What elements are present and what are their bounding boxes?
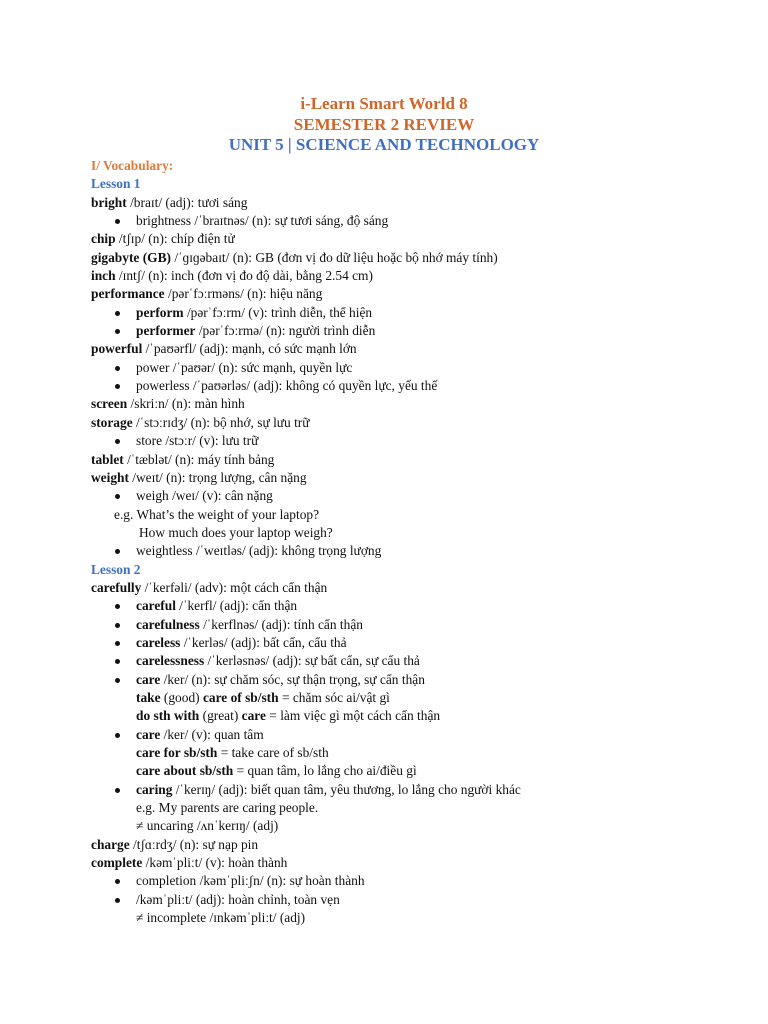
review-title: SEMESTER 2 REVIEW	[293, 115, 475, 134]
vocab-bullet: care /ker/ (n): sự chăm sóc, sự thận trọng, sự cẩn thận	[91, 671, 751, 689]
example-sentence: e.g. What’s the weight of your laptop?	[114, 506, 320, 522]
vocab-bullet: carefulness /ˈkerflnəs/ (adj): tính cẩn thận	[91, 616, 751, 634]
vocab-bullet: perform /pərˈfɔːrm/ (v): trình diễn, thể hiện	[91, 304, 751, 322]
bullet-icon	[115, 898, 120, 903]
vocab-entry: tablet /ˈtæblət/ (n): máy tính bảng	[91, 451, 275, 467]
vocab-bullet: performer /pərˈfɔːrmə/ (n): người trình diễn	[91, 322, 751, 340]
vocab-bullet: weigh /weɪ/ (v): cân nặng	[91, 487, 751, 505]
vocab-entry: chip /tʃɪp/ (n): chíp điện tử	[91, 231, 235, 247]
vocab-bullet: store /stɔːr/ (v): lưu trữ	[91, 432, 751, 450]
bullet-icon	[115, 678, 120, 683]
phrase-line: take (good) care of sb/sth = chăm sóc ai/vật gì	[136, 689, 390, 705]
bullet-icon	[115, 366, 120, 371]
vocab-entry: screen /skriːn/ (n): màn hình	[91, 396, 245, 412]
vocab-entry: performance /pərˈfɔːrməns/ (n): hiệu năng	[91, 286, 323, 302]
vocab-entry: complete /kəmˈpliːt/ (v): hoàn thành	[91, 855, 288, 871]
bullet-icon	[115, 623, 120, 628]
vocab-bullet: completion /kəmˈpliːʃn/ (n): sự hoàn thành	[91, 872, 751, 890]
section-heading: I/ Vocabulary:	[91, 158, 174, 173]
phrase-line: do sth with (great) care = làm việc gì một cách cẩn thận	[136, 708, 441, 724]
vocab-bullet: powerless /ˈpaʊərləs/ (adj): không có quyền lực, yếu thế	[91, 377, 751, 395]
lesson-1-heading: Lesson 1	[91, 176, 141, 192]
vocabulary-content	[91, 157, 751, 927]
book-title: i-Learn Smart World 8	[300, 94, 468, 113]
unit-title: UNIT 5 | SCIENCE AND TECHNOLOGY	[228, 135, 540, 154]
example-sentence: How much does your laptop weigh?	[139, 524, 333, 540]
bullet-icon	[115, 311, 120, 316]
vocab-bullet: brightness /ˈbraɪtnəs/ (n): sự tươi sáng, độ sáng	[91, 212, 751, 230]
vocab-entry: weight /weɪt/ (n): trọng lượng, cân nặng	[91, 469, 307, 485]
vocab-bullet: power /ˈpaʊər/ (n): sức mạnh, quyền lực	[91, 359, 751, 377]
vocab-entry: gigabyte (GB) /ˈɡɪɡəbaɪt/ (n): GB (đơn vị đo dữ liệu hoặc bộ nhớ máy tính)	[91, 249, 498, 265]
phrase-line: care about sb/sth = quan tâm, lo lắng cho ai/điều gì	[136, 763, 417, 779]
vocab-entry: bright /braɪt/ (adj): tươi sáng	[91, 194, 248, 210]
vocab-entry: powerful /ˈpaʊərfl/ (adj): mạnh, có sức mạnh lớn	[91, 341, 357, 357]
vocab-bullet: carelessness /ˈkerləsnəs/ (adj): sự bất cẩn, sự cẩu thả	[91, 652, 751, 670]
example-sentence: e.g. My parents are caring people.	[136, 800, 319, 816]
vocab-entry: carefully /ˈkerfəli/ (adv): một cách cẩn thận	[91, 579, 328, 595]
vocab-entry: inch /ɪntʃ/ (n): inch (đơn vị đo độ dài, bằng 2.54 cm)	[91, 268, 373, 284]
vocab-bullet: caring /ˈkerɪŋ/ (adj): biết quan tâm, yêu thương, lo lắng cho người khác	[91, 781, 751, 799]
vocab-bullet: care /ker/ (v): quan tâm	[91, 726, 751, 744]
lesson-2-heading: Lesson 2	[91, 561, 141, 577]
antonym-line: ≠ uncaring /ʌnˈkerɪŋ/ (adj)	[136, 818, 279, 834]
bullet-icon	[115, 733, 120, 738]
vocab-entry: storage /ˈstɔːrɪdʒ/ (n): bộ nhớ, sự lưu trữ	[91, 414, 310, 430]
vocab-bullet: weightless /ˈweɪtləs/ (adj): không trọng lượng	[91, 542, 751, 560]
phrase-line: care for sb/sth = take care of sb/sth	[136, 745, 329, 760]
bullet-icon	[115, 219, 120, 224]
vocab-bullet: careful /ˈkerfl/ (adj): cẩn thận	[91, 597, 751, 615]
vocab-bullet: /kəmˈpliːt/ (adj): hoàn chỉnh, toàn vẹn	[91, 891, 751, 909]
bullet-icon	[115, 788, 120, 793]
antonym-line: ≠ incomplete /ɪnkəmˈpliːt/ (adj)	[136, 910, 306, 926]
vocab-entry: charge /tʃɑːrdʒ/ (n): sự nạp pin	[91, 836, 259, 852]
vocab-bullet: careless /ˈkerləs/ (adj): bất cẩn, cẩu thả	[91, 634, 751, 652]
bullet-icon	[115, 641, 120, 646]
